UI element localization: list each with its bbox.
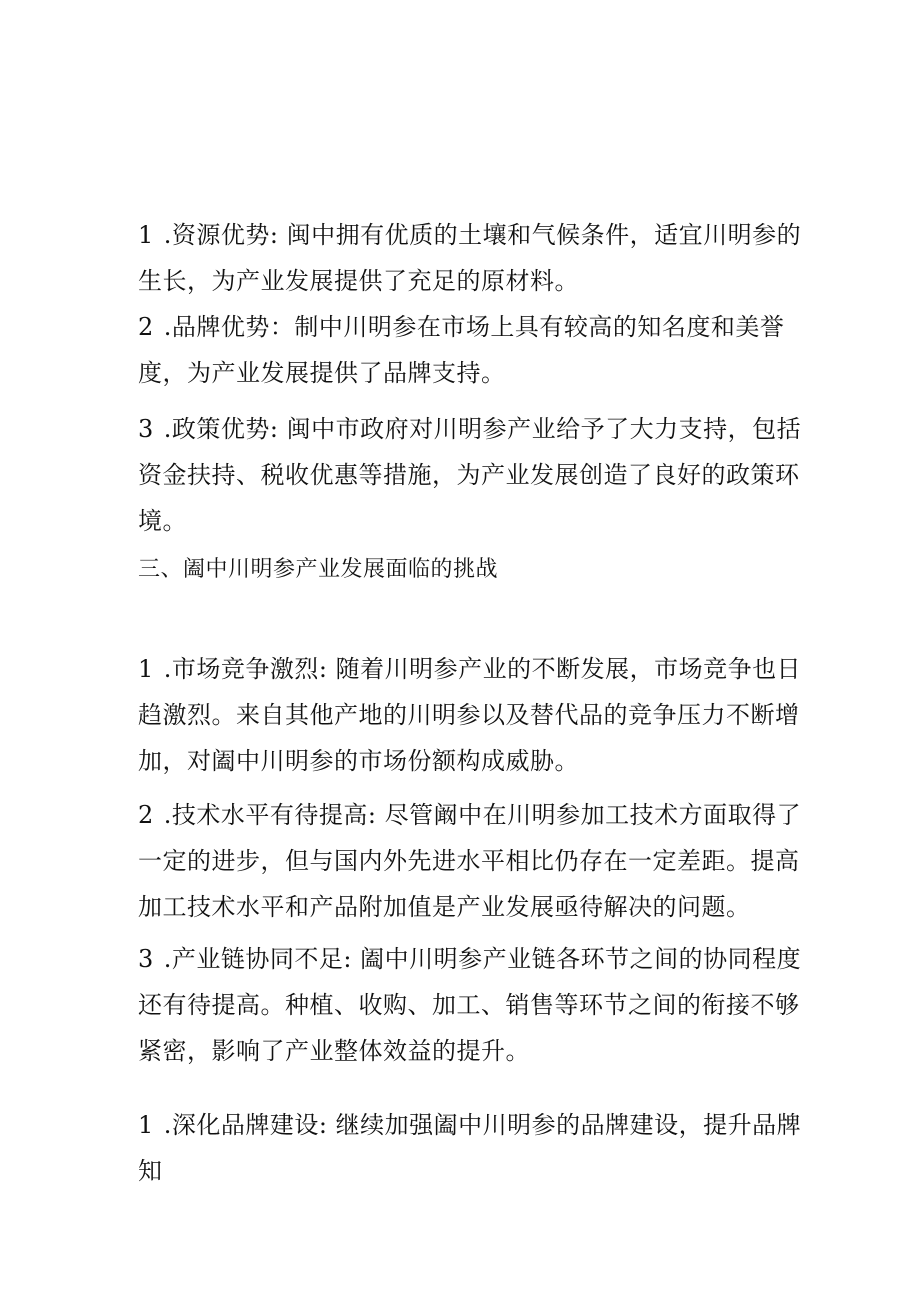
advantage-item-3 <box>138 406 808 544</box>
advantage-text: .资源优势: 闽中拥有优质的土壤和气候条件，适宜川明参的生长，为产业发展提供了充足的原材料。 <box>138 221 802 295</box>
advantage-text: .品牌优势：制中川明参在市场上具有较高的知名度和美誉度，为产业发展提供了品牌支持。 <box>138 313 785 387</box>
challenge-item-3 <box>138 936 808 1074</box>
advantage-number: 3 <box>138 415 154 443</box>
challenge-text: .技术水平有待提高: 尽管阚中在川明参加工技术方面取得了一定的进步，但与国内外先进水平相比仍存在一定差距。提高加工技术水平和产品附加值是产业发展亟待解决的问题。 <box>138 801 802 921</box>
challenge-text: .市场竞争激烈: 随着川明参产业的不断发展，市场竞争也日趋激烈。来自其他产地的川明参以及替代品的竞争压力不断增加，对阖中川明参的市场份额构成威胁。 <box>138 655 802 775</box>
challenge-number: 1 <box>138 655 154 683</box>
advantage-text: .政策优势: 闽中市政府对川明参产业给予了大力支持，包括资金扶持、税收优惠等措施，为产业发展创造了良好的政策环境。 <box>138 415 802 535</box>
advantage-item-2 <box>138 304 808 396</box>
advantage-number: 2 <box>138 313 154 341</box>
suggestion-number: 1 <box>138 1111 154 1139</box>
challenge-item-1 <box>138 646 808 784</box>
challenge-item-2 <box>138 792 808 930</box>
suggestion-text: .深化品牌建设: 继续加强阖中川明参的品牌建设，提升品牌知 <box>138 1111 802 1185</box>
suggestion-item-1 <box>138 1102 808 1194</box>
challenge-text: .产业链协同不足: 阖中川明参产业链各环节之间的协同程度还有待提高。种植、收购、加工、销售等环节之间的衔接不够紧密，影响了产业整体效益的提升。 <box>138 945 802 1065</box>
section-heading: 三、阖中川明参产业发展面临的挑战 <box>138 557 499 582</box>
advantage-item-1 <box>138 212 808 304</box>
challenge-number: 2 <box>138 801 154 829</box>
challenge-number: 3 <box>138 945 154 973</box>
advantage-number: 1 <box>138 221 154 249</box>
